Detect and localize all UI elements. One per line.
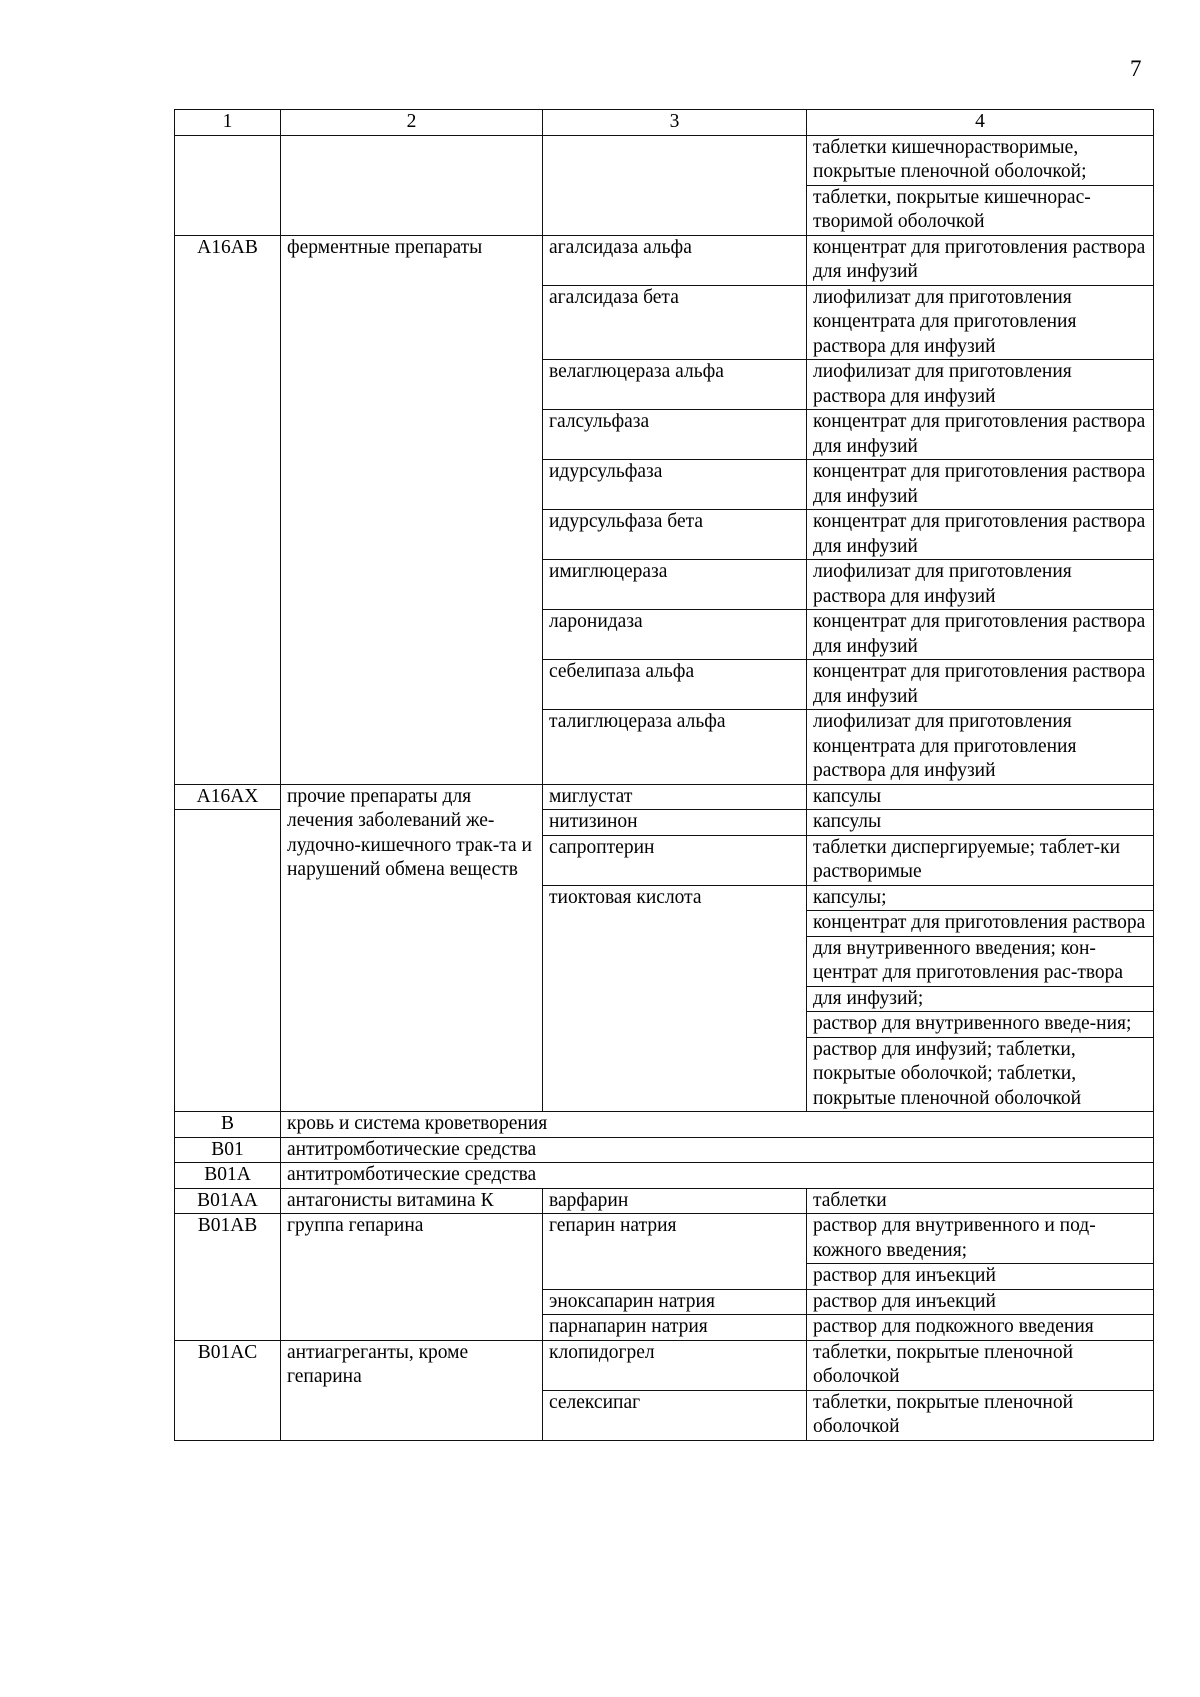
form-cell: таблетки, покрытые пленочной оболочкой [807,1390,1154,1440]
form-cell: концентрат для приготовления раствора для инфузий [807,510,1154,560]
drug-cell: агалсидаза альфа [543,235,807,285]
table-row [175,784,1154,810]
group-cell: ферментные препараты [281,235,543,784]
form-cell: таблетки диспергируемые; таблет-ки растворимые [807,835,1154,885]
group-cell: прочие препараты для лечения заболеваний же-лудочно-кишечного трак-та и нарушений обмена веществ [281,784,543,1112]
group-cell: группа гепарина [281,1214,543,1341]
atc-code-cell: B01 [175,1137,281,1163]
group-cell: антитромботические средства [281,1137,1154,1163]
drug-cell: имиглюцераза [543,560,807,610]
atc-code-cell [175,135,281,235]
drug-cell: галсульфаза [543,410,807,460]
atc-code-cell: B01AA [175,1188,281,1214]
drug-cell: идурсульфаза [543,460,807,510]
atc-code-cell: B [175,1112,281,1138]
group-cell: кровь и система кроветворения [281,1112,1154,1138]
form-cell: раствор для инъекций [807,1264,1154,1290]
drug-cell: нитизинон [543,810,807,836]
drug-cell: эноксапарин натрия [543,1289,807,1315]
drug-cell: гепарин натрия [543,1214,807,1290]
table-row [175,1340,1154,1390]
drug-cell: агалсидаза бета [543,285,807,360]
table-header-row [175,110,1154,136]
group-cell [281,135,543,235]
form-cell: капсулы [807,810,1154,836]
form-cell: концентрат для приготовления раствора для инфузий [807,410,1154,460]
drug-cell: талиглюцераза альфа [543,710,807,785]
page-number: 7 [1130,56,1142,81]
form-cell: концентрат для приготовления раствора для инфузий [807,610,1154,660]
drug-cell: сапроптерин [543,835,807,885]
form-cell: раствор для инъекций [807,1289,1154,1315]
header-cell-4: 4 [807,110,1154,136]
drug-cell: тиоктовая кислота [543,885,807,1112]
drug-cell: клопидогрел [543,1340,807,1390]
form-cell: таблетки, покрытые кишечнорас-творимой оболочкой [807,185,1154,235]
header-cell-3: 3 [543,110,807,136]
form-cell: раствор для внутривенного и под-кожного введения; [807,1214,1154,1264]
group-cell: антагонисты витамина К [281,1188,543,1214]
form-cell: раствор для инфузий; таблетки, покрытые оболочкой; таблетки, покрытые пленочной оболочкой [807,1037,1154,1112]
atc-code-cell: B01A [175,1163,281,1189]
form-cell: лиофилизат для приготовления раствора для инфузий [807,560,1154,610]
atc-code-cell: A16AX [175,784,281,810]
drug-cell: идурсульфаза бета [543,510,807,560]
group-cell: антитромботические средства [281,1163,1154,1189]
drug-cell: ларонидаза [543,610,807,660]
form-cell: концентрат для приготовления раствора для инфузий [807,660,1154,710]
form-cell: концентрат для приготовления раствора для инфузий [807,460,1154,510]
atc-code-cell: B01AC [175,1340,281,1440]
drug-table [174,109,1154,1441]
form-cell: раствор для подкожного введения [807,1315,1154,1341]
form-cell: концентрат для приготовления раствора [807,911,1154,937]
drug-cell [543,135,807,235]
atc-code-cell: B01AB [175,1214,281,1341]
table-row [175,1214,1154,1264]
drug-cell: велаглюцераза альфа [543,360,807,410]
drug-cell: парнапарин натрия [543,1315,807,1341]
drug-cell: миглустат [543,784,807,810]
form-cell: для инфузий; [807,986,1154,1012]
table-row [175,135,1154,185]
table-row [175,1112,1154,1138]
drug-cell: варфарин [543,1188,807,1214]
form-cell: капсулы; [807,885,1154,911]
form-cell: таблетки [807,1188,1154,1214]
form-cell: для внутривенного введения; кон-центрат для приготовления рас-твора [807,936,1154,986]
form-cell: лиофилизат для приготовления концентрата для приготовления раствора для инфузий [807,710,1154,785]
table-row [175,235,1154,285]
form-cell: лиофилизат для приготовления раствора для инфузий [807,360,1154,410]
form-cell: таблетки кишечнорастворимые, покрытые пленочной оболочкой; [807,135,1154,185]
header-cell-1: 1 [175,110,281,136]
header-cell-2: 2 [281,110,543,136]
form-cell: таблетки, покрытые пленочной оболочкой [807,1340,1154,1390]
form-cell: раствор для внутривенного введе-ния; [807,1012,1154,1038]
form-cell: лиофилизат для приготовления концентрата для приготовления раствора для инфузий [807,285,1154,360]
table-row [175,1188,1154,1214]
atc-code-cell [175,810,281,1112]
form-cell: концентрат для приготовления раствора для инфузий [807,235,1154,285]
drug-cell: селексипаг [543,1390,807,1440]
table-row [175,1163,1154,1189]
atc-code-cell: A16AB [175,235,281,784]
table-row [175,1137,1154,1163]
drug-cell: себелипаза альфа [543,660,807,710]
group-cell: антиагреганты, кроме гепарина [281,1340,543,1440]
form-cell: капсулы [807,784,1154,810]
